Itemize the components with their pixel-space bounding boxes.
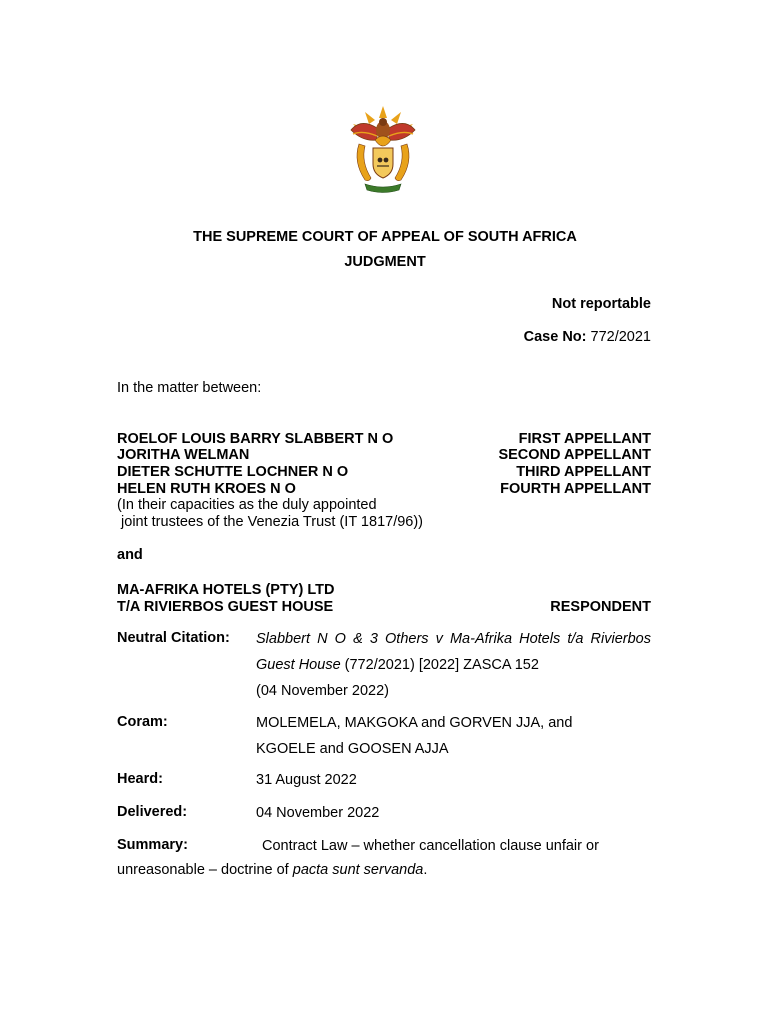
respondent-name-line2: T/A RIVIERBOS GUEST HOUSE xyxy=(117,599,334,615)
heard-value: 31 August 2022 xyxy=(256,772,357,788)
appellant-role: SECOND APPELLANT xyxy=(498,447,651,463)
appellant-name: HELEN RUTH KROES N O xyxy=(117,481,296,497)
summary-text-line2 xyxy=(117,862,427,878)
appellant-row xyxy=(117,447,651,464)
appellant-row xyxy=(117,481,651,498)
and-separator: and xyxy=(117,547,143,563)
appellant-role: FIRST APPELLANT xyxy=(518,431,651,447)
appellant-row xyxy=(117,431,651,448)
coram-line1: MOLEMELA, MAKGOKA and GORVEN JJA, and xyxy=(256,715,573,731)
reportable-status: Not reportable xyxy=(551,296,651,312)
appellant-role: FOURTH APPELLANT xyxy=(500,481,651,497)
capacity-note-line1: (In their capacities as the duly appointed xyxy=(117,497,377,513)
citation-date: (04 November 2022) xyxy=(256,683,389,699)
case-number-value: 772/2021 xyxy=(590,329,651,345)
appellant-row xyxy=(117,464,651,481)
citation-label: Neutral Citation: xyxy=(117,630,230,646)
heard-label: Heard: xyxy=(117,771,163,787)
respondent-role: RESPONDENT xyxy=(550,599,651,615)
summary-text-line1: Contract Law – whether cancellation clause unfair or xyxy=(262,838,599,854)
appellant-role: THIRD APPELLANT xyxy=(516,464,651,480)
case-number-label: Case No: xyxy=(523,329,587,345)
court-title: THE SUPREME COURT OF APPEAL OF SOUTH AFRICA xyxy=(193,229,577,245)
delivered-value: 04 November 2022 xyxy=(256,805,380,821)
capacity-note-line2: joint trustees of the Venezia Trust (IT 1817/96)) xyxy=(117,514,424,530)
judgment-heading: JUDGMENT xyxy=(344,254,426,270)
appellant-name: JORITHA WELMAN xyxy=(117,447,250,463)
respondent-row xyxy=(117,599,651,616)
intro-text: In the matter between: xyxy=(117,380,262,396)
summary-label: Summary: xyxy=(117,837,188,853)
citation-reference: (772/2021) [2022] ZASCA 152 xyxy=(340,657,539,673)
delivered-label: Delivered: xyxy=(117,804,188,820)
citation-value xyxy=(256,626,651,678)
summary-doctrine: pacta sunt servanda xyxy=(292,862,424,878)
coram-label: Coram: xyxy=(117,714,168,730)
appellant-name: DIETER SCHUTTE LOCHNER N O xyxy=(117,464,349,480)
coram-line2: KGOELE and GOOSEN AJJA xyxy=(256,741,449,757)
appellant-name: ROELOF LOUIS BARRY SLABBERT N O xyxy=(117,431,394,447)
summary-text: unreasonable – doctrine of xyxy=(117,862,293,878)
coat-of-arms-icon xyxy=(343,100,423,196)
citation-case-name: Slabbert N O & 3 Others v Ma-Afrika Hotels t/a Rivierbos Guest House xyxy=(256,631,651,673)
case-number-line xyxy=(524,329,651,345)
respondent-name-line1: MA-AFRIKA HOTELS (PTY) LTD xyxy=(117,582,335,598)
summary-end: . xyxy=(423,862,428,878)
